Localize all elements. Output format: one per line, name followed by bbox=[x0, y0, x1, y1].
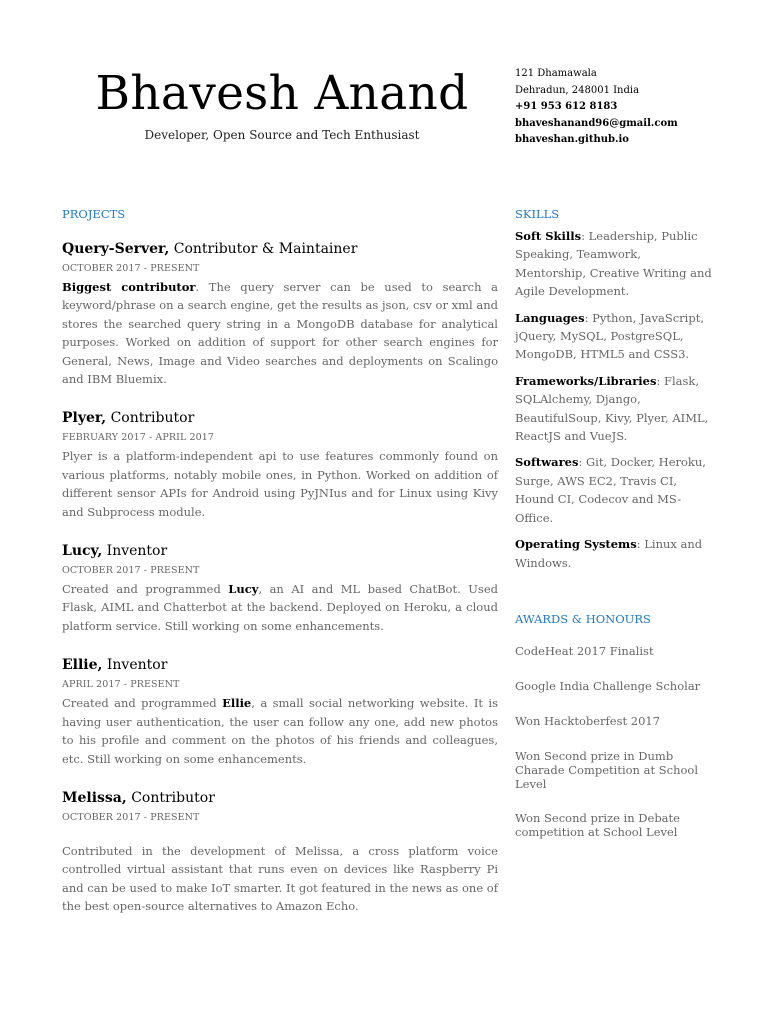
skill-label: Soft Skills bbox=[515, 229, 582, 243]
project-title bbox=[62, 239, 498, 259]
skill-label: Languages bbox=[515, 310, 585, 325]
skills-list bbox=[515, 227, 715, 572]
project-role: Contributor & Maintainer bbox=[173, 241, 358, 257]
project-query-server bbox=[62, 239, 498, 388]
project-role: Inventor bbox=[106, 543, 168, 560]
skill-frameworks bbox=[515, 372, 715, 446]
phone-number: +91 953 612 8183 bbox=[515, 101, 618, 112]
project-name: Melissa, bbox=[62, 789, 127, 806]
address-line-2: Dehradun, 248001 India bbox=[515, 84, 640, 96]
awards-heading: AWARDS & HONOURS bbox=[515, 611, 651, 626]
projects-heading: PROJECTS bbox=[62, 207, 126, 221]
project-dates: OCTOBER 2017 - PRESENT bbox=[62, 811, 200, 823]
address-line-1: 121 Dhamawala bbox=[515, 68, 597, 79]
award-item: Won Hacktoberfest 2017 bbox=[515, 713, 661, 728]
resume-tagline: Developer, Open Source and Tech Enthusiast bbox=[144, 128, 420, 142]
project-desc-text: Created and programmed bbox=[62, 696, 223, 711]
skill-value: : Flask, SQLAlchemy, Django, BeautifulSoup, Kivy, Plyer, AIML, ReactJS and VueJS. bbox=[515, 373, 709, 444]
skill-label: Operating Systems bbox=[515, 537, 637, 552]
project-desc-text: . The query server can be used to search a keyword/phrase on a search engine, get the results as json, csv or xml and stores the searched query string in a MongoDB database for analytical purposes. Worked on addition of support for other search engines for General, News, Image and Video searches and deployments on Scalingo and IBM Bluemix. bbox=[62, 280, 498, 387]
project-description: Contributed in the development of Melissa, a cross platform voice controlled virtual assistant that runs even on devices like Raspberry Pi and can be used to make IoT smarter. It got featured in the news as one of the best open-source alternatives to Amazon Echo. bbox=[62, 843, 498, 914]
project-name: Lucy, bbox=[62, 543, 103, 560]
project-title bbox=[62, 541, 498, 561]
project-description bbox=[62, 278, 498, 388]
project-lucy bbox=[62, 541, 498, 635]
project-title bbox=[62, 655, 498, 675]
skills-heading: SKILLS bbox=[515, 207, 560, 221]
email-link[interactable]: bhaveshanand96@gmail.com bbox=[515, 117, 678, 129]
awards-list bbox=[515, 644, 715, 839]
skill-operating-systems bbox=[515, 535, 715, 572]
project-role: Inventor bbox=[106, 657, 168, 674]
award-item: Google India Challenge Scholar bbox=[515, 678, 701, 693]
contact-block bbox=[515, 66, 755, 149]
project-dates: OCTOBER 2017 - PRESENT bbox=[62, 565, 200, 577]
sidebar-column bbox=[515, 205, 715, 839]
website-link[interactable]: bhaveshan.github.io bbox=[515, 134, 629, 145]
project-melissa bbox=[62, 788, 498, 916]
project-title bbox=[62, 788, 498, 808]
project-dates: APRIL 2017 - PRESENT bbox=[62, 679, 180, 691]
project-desc-bold: Ellie bbox=[222, 696, 252, 711]
project-desc-text: , an AI and ML based ChatBot. Used Flask, AIML and Chatterbot at the backend. Deployed on Heroku, a cloud platform service. Still working on some enhancements. bbox=[62, 582, 498, 633]
award-item: Won Second prize in Dumb Charade Competition at School Level bbox=[515, 748, 699, 791]
award-item: CodeHeat 2017 Finalist bbox=[515, 643, 654, 658]
skill-value: : Git, Docker, Heroku, Surge, AWS EC2, Travis CI, Hound CI, Codecov and MS-Office. bbox=[515, 455, 706, 525]
skill-value: : Python, JavaScript, jQuery, MySQL, PostgreSQL, MongoDB, HTML5 and CSS3. bbox=[515, 310, 704, 362]
project-desc-text: Created and programmed bbox=[62, 582, 229, 597]
skill-languages bbox=[515, 309, 715, 364]
project-name: Ellie, bbox=[62, 657, 103, 674]
award-item: Won Second prize in Debate competition at School Level bbox=[515, 810, 680, 839]
project-role: Contributor bbox=[110, 410, 195, 427]
project-title bbox=[62, 408, 498, 428]
skill-soft-skills bbox=[515, 227, 715, 301]
resume-name: Bhavesh Anand bbox=[95, 66, 469, 121]
project-desc-bold: Lucy bbox=[228, 582, 259, 597]
projects-section bbox=[62, 205, 498, 916]
project-dates: FEBRUARY 2017 - APRIL 2017 bbox=[62, 432, 215, 444]
project-dates: OCTOBER 2017 - PRESENT bbox=[62, 263, 200, 274]
project-name: Query-Server, bbox=[62, 241, 170, 257]
project-desc-text: , a small social networking website. It is having user authentication, the user can follow any one, add new photos to his profile and comment on the photos of his friends and colleagues, etc. Still working on some enhancements. bbox=[62, 696, 499, 766]
skill-value: : Leadership, Public Speaking, Teamwork, Mentorship, Creative Writing and Agile Development. bbox=[515, 229, 712, 299]
project-description: Plyer is a platform-independent api to use features commonly found on various platforms, notably mobile ones, in Python. Worked on addition of different sensor APIs for Android using PyJNIus and for Linux using Kivy and Subprocess module. bbox=[62, 449, 498, 519]
project-lead: Biggest contributor bbox=[62, 280, 196, 294]
project-plyer bbox=[62, 408, 498, 521]
project-ellie bbox=[62, 655, 498, 768]
skill-value: : Linux and Windows. bbox=[515, 537, 703, 570]
project-role: Contributor bbox=[131, 789, 215, 806]
skill-label: Frameworks/Libraries bbox=[515, 373, 657, 388]
skill-label: Softwares bbox=[515, 455, 579, 470]
project-name: Plyer, bbox=[62, 410, 107, 427]
project-description bbox=[62, 694, 498, 768]
project-description bbox=[62, 580, 498, 635]
skill-softwares bbox=[515, 453, 715, 527]
